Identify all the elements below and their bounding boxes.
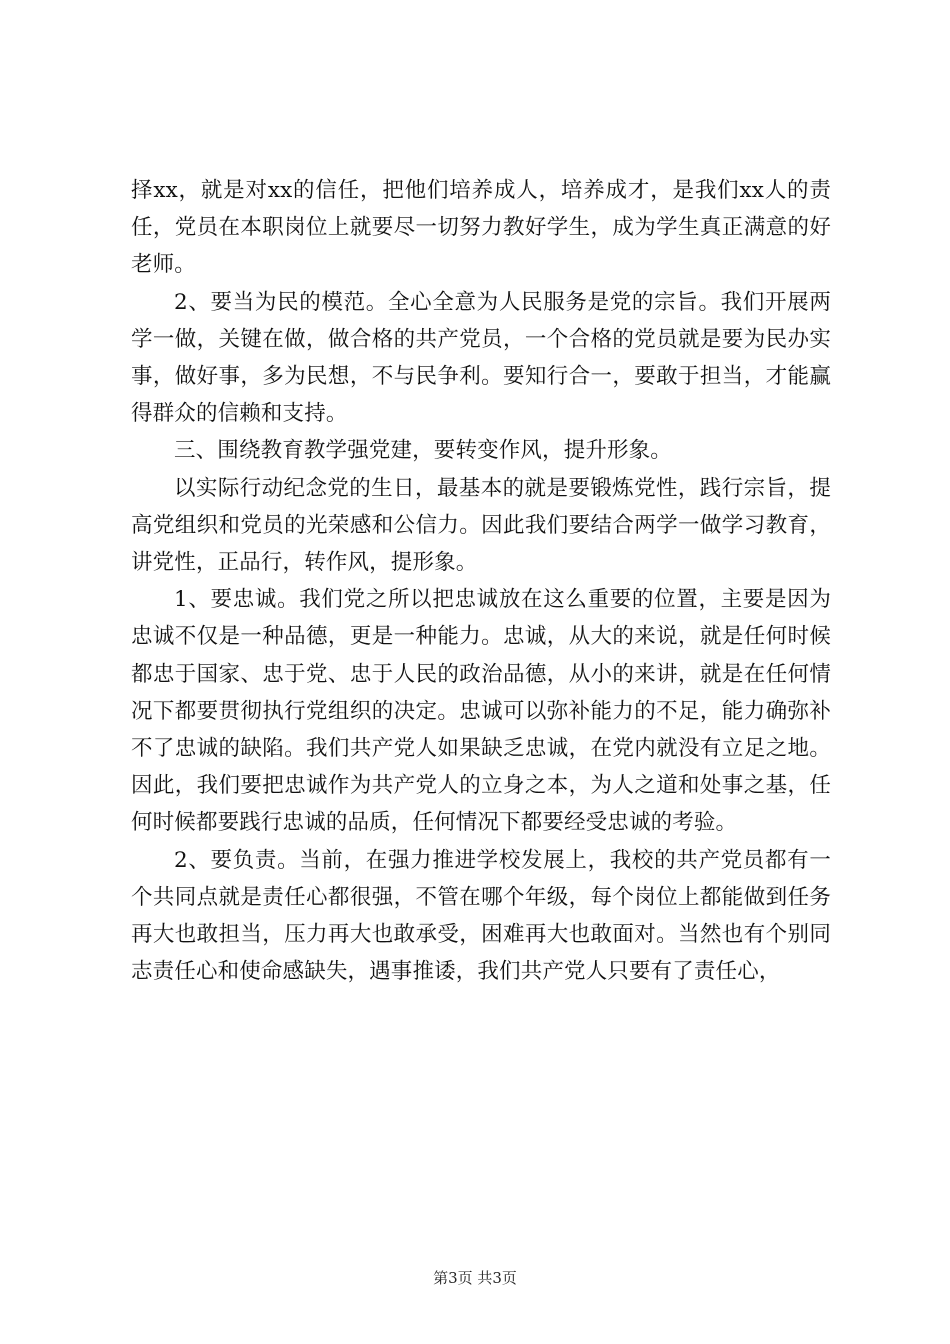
page-number-footer: 第3页 共3页 [433,1269,517,1287]
document-body [131,172,831,990]
paragraph-loyalty: 1、要忠诚。我们党之所以把忠诚放在这么重要的位置，主要是因为忠诚不仅是一种品德，更是一种能力。忠诚，从大的来说，就是任何时候都忠于国家、忠于党、忠于人民的政治品德，从小的来讲，就是在任何情况下都要贯彻执行党组织的决定。忠诚可以弥补能力的不足，能力确弥补不了忠诚的缺陷。我们共产党人如果缺乏忠诚，在党内就没有立足之地。因此，我们要把忠诚作为共产党人的立身之本，为人之道和处事之基，任何时候都要践行忠诚的品质，任何情况下都要经受忠诚的考验。 [131,587,831,836]
section-heading-three: 三、围绕教育教学强党建，要转变作风，提升形象。 [174,438,672,464]
paragraph-party-birthday: 以实际行动纪念党的生日，最基本的就是要锻炼党性，践行宗旨，提高党组织和党员的光荣感和公信力。因此我们要结合两学一做学习教育，讲党性，正品行，转作风，提形象。 [131,475,831,576]
paragraph-continuation: 择xx，就是对xx的信任，把他们培养成人，培养成才，是我们xx人的责任，党员在本职岗位上就要尽一切努力教好学生，成为学生真正满意的好老师。 [131,178,831,278]
paragraph-responsibility: 2、要负责。当前，在强力推进学校发展上，我校的共产党员都有一个共同点就是责任心都很强，不管在哪个年级，每个岗位上都能做到任务再大也敢担当，压力再大也敢承受，困难再大也敢面对。当然也有个别同志责任心和使命感缺失，遇事推诿，我们共产党人只要有了责任心， [131,847,831,985]
paragraph-model-for-people: 2、要当为民的模范。全心全意为人民服务是党的宗旨。我们开展两学一做，关键在做，做合格的共产党员，一个合格的党员就是要为民办实事，做好事，多为民想，不与民争利。要知行合一，要敢于担当，才能赢得群众的信赖和支持。 [131,289,831,427]
